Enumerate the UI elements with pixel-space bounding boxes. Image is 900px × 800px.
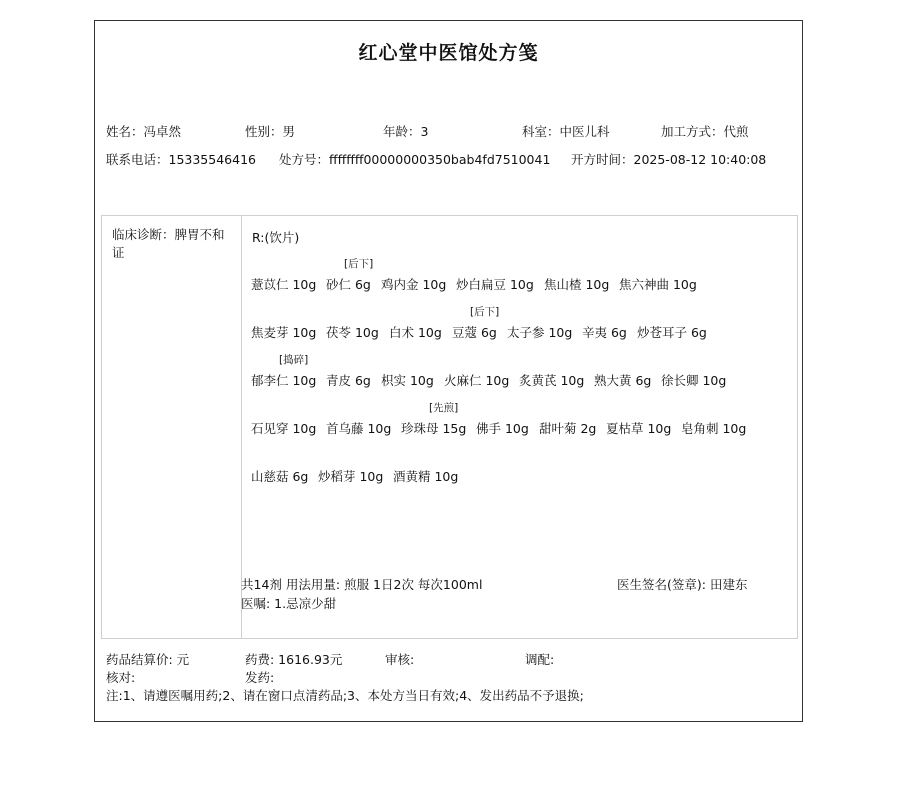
herb-row [251,348,791,396]
herb-item: 皂角刺 10g [681,421,747,436]
prescription-number: 处方号：ffffffff00000000350bab4fd7510041 [279,152,551,167]
herb-note: [后下] [344,258,374,270]
herb-item: 薏苡仁 10g [251,277,317,292]
herb-item: 甜叶菊 2g [539,421,597,436]
herb-item: 夏枯草 10g [606,421,672,436]
prescription-sheet [94,20,803,722]
usage-instructions: 共14剂 用法用量: 煎服 1日2次 每次100ml [241,577,483,592]
herb-item: 青皮 6g [326,373,371,388]
patient-age: 年龄：3 [383,124,429,139]
herb-note: [后下] [470,306,500,318]
patient-name: 姓名：冯卓然 [106,124,182,139]
herb-list [251,252,791,492]
herb-item: 炒苍耳子 6g [637,325,707,340]
patient-department: 科室：中医儿科 [522,124,610,139]
drug-fee: 药费: 1616.93元 [245,652,343,667]
herb-item: 太子参 10g [507,325,573,340]
herb-note: [捣碎] [279,354,309,366]
herb-item: 焦六神曲 10g [619,277,697,292]
herb-item: 郁李仁 10g [251,373,317,388]
issue-field: 发药: [245,670,275,685]
notice-text: 注:1、请遵医嘱用药;2、请在窗口点清药品;3、本处方当日有效;4、发出药品不予退换; [106,688,584,703]
herb-item: 枳实 10g [381,373,434,388]
patient-phone: 联系电话：15335546416 [106,152,256,167]
herb-note: [先煎] [429,402,459,414]
clinical-diagnosis: 临床诊断：脾胃不和证 [112,227,225,260]
herb-row [251,252,791,300]
herb-item: 焦山楂 10g [544,277,610,292]
herb-item: 熟大黄 6g [594,373,652,388]
review-field: 审核: [385,652,415,667]
herb-item: 辛夷 6g [582,325,627,340]
herb-row [251,444,791,492]
herb-item: 珍珠母 15g [401,421,467,436]
medical-advice: 医嘱: 1.忌凉少甜 [241,596,337,611]
herb-item: 豆蔻 6g [452,325,497,340]
herb-item: 炒白扁豆 10g [456,277,534,292]
herb-item: 白术 10g [389,325,442,340]
herb-item: 佛手 10g [476,421,529,436]
patient-gender: 性别：男 [245,124,296,139]
herb-item: 茯苓 10g [326,325,379,340]
dispense-field: 调配: [525,652,555,667]
check-field: 核对: [106,670,136,685]
herb-item: 山慈菇 6g [251,469,309,484]
herb-item: 鸡内金 10g [381,277,447,292]
herb-item: 火麻仁 10g [444,373,510,388]
doctor-signature: 医生签名(签章): 田建东 [617,577,748,592]
page-title: 红心堂中医馆处方笺 [358,42,539,64]
settlement-price: 药品结算价: 元 [106,652,190,667]
processing-method: 加工方式：代煎 [661,124,749,139]
prescription-body [101,215,798,639]
herb-item: 石见穿 10g [251,421,317,436]
herb-item: 酒黄精 10g [393,469,459,484]
herb-item: 砂仁 6g [326,277,371,292]
herb-item: 首乌藤 10g [326,421,392,436]
rx-label: R:(饮片) [252,230,300,245]
herb-item: 徐长卿 10g [661,373,727,388]
herb-item: 焦麦芽 10g [251,325,317,340]
herb-row [251,396,791,444]
herb-item: 炒稻芽 10g [318,469,384,484]
herb-item: 炙黄芪 10g [519,373,585,388]
herb-row [251,300,791,348]
prescription-time: 开方时间：2025-08-12 10:40:08 [571,152,767,167]
